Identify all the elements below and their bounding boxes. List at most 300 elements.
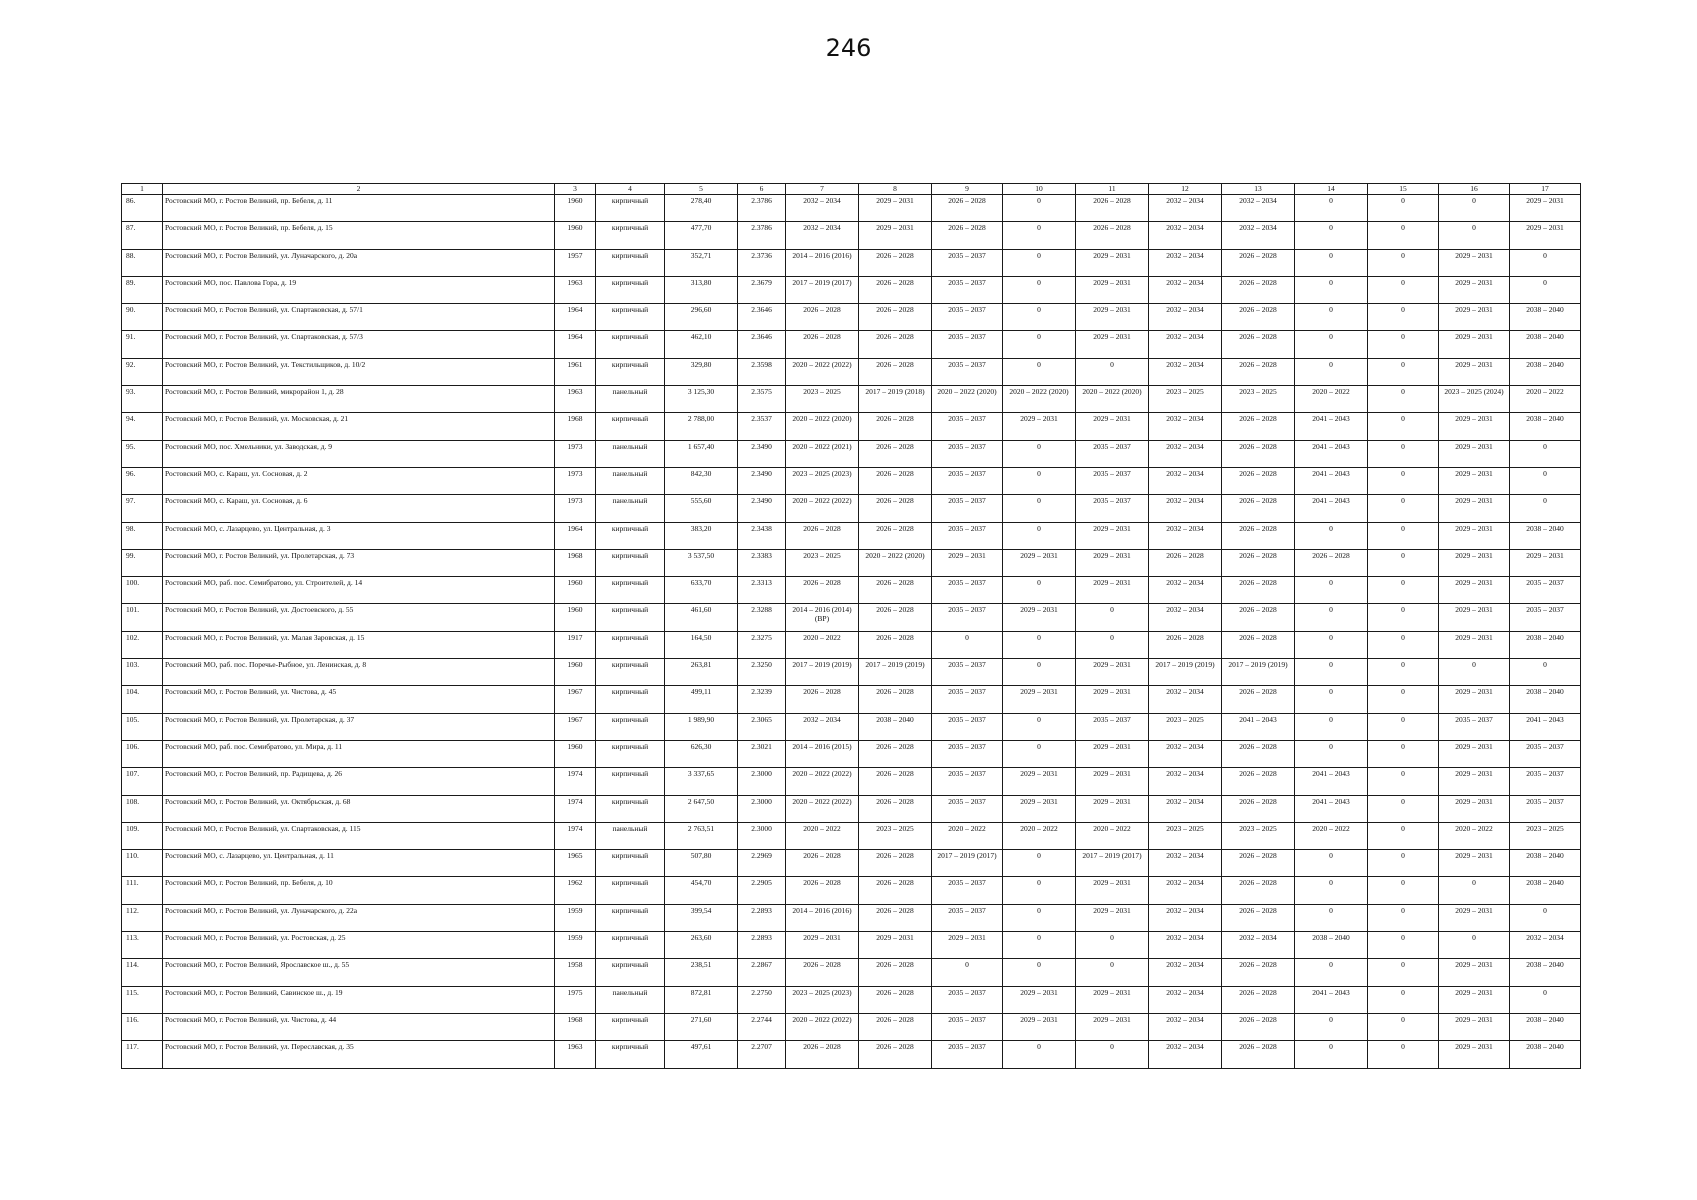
table-cell-col-17: 2038 – 2040 — [1510, 331, 1581, 358]
table-cell-col-10: 2029 – 2031 — [1003, 768, 1076, 795]
table-cell-col-3: 1963 — [555, 1041, 596, 1068]
table-cell-col-17: 2035 – 2037 — [1510, 577, 1581, 604]
table-cell-col-9: 2035 – 2037 — [932, 768, 1003, 795]
table-cell-col-8: 2026 – 2028 — [859, 768, 932, 795]
table-cell-col-13: 2026 – 2028 — [1222, 440, 1295, 467]
table-cell-col-6: 2.3490 — [738, 495, 786, 522]
table-cell-col-16: 0 — [1439, 659, 1510, 686]
table-cell-col-6: 2.3000 — [738, 768, 786, 795]
table-row — [122, 413, 1581, 440]
table-cell-col-17: 0 — [1510, 495, 1581, 522]
table-cell-col-2: Ростовский МО, г. Ростов Великий, ул. Текстильщиков, д. 10/2 — [163, 358, 555, 385]
table-cell-col-6: 2.2867 — [738, 959, 786, 986]
table-cell-col-5: 477,70 — [665, 222, 738, 249]
table-cell-col-10: 0 — [1003, 222, 1076, 249]
table-cell-col-1: 100. — [122, 577, 163, 604]
table-cell-col-3: 1967 — [555, 686, 596, 713]
table-cell-col-10: 0 — [1003, 659, 1076, 686]
table-cell-col-5: 507,80 — [665, 850, 738, 877]
column-header-17: 17 — [1510, 184, 1581, 195]
table-cell-col-2: Ростовский МО, с. Караш, ул. Сосновая, д. 6 — [163, 495, 555, 522]
table-row — [122, 577, 1581, 604]
table-cell-col-14: 2038 – 2040 — [1295, 932, 1368, 959]
table-cell-col-15: 0 — [1368, 276, 1439, 303]
table-cell-col-10: 0 — [1003, 467, 1076, 494]
table-cell-col-11: 2026 – 2028 — [1076, 222, 1149, 249]
table-cell-col-11: 0 — [1076, 959, 1149, 986]
table-cell-col-8: 2017 – 2019 (2019) — [859, 659, 932, 686]
table-cell-col-12: 2023 – 2025 — [1149, 822, 1222, 849]
table-cell-col-6: 2.2969 — [738, 850, 786, 877]
table-cell-col-11: 2029 – 2031 — [1076, 986, 1149, 1013]
table-cell-col-12: 2023 – 2025 — [1149, 713, 1222, 740]
table-cell-col-6: 2.3537 — [738, 413, 786, 440]
table-cell-col-7: 2020 – 2022 — [786, 631, 859, 658]
table-cell-col-16: 2029 – 2031 — [1439, 276, 1510, 303]
table-cell-col-17: 2038 – 2040 — [1510, 413, 1581, 440]
table-cell-col-7: 2032 – 2034 — [786, 713, 859, 740]
table-cell-col-5: 271,60 — [665, 1013, 738, 1040]
table-cell-col-10: 0 — [1003, 577, 1076, 604]
table-cell-col-16: 2029 – 2031 — [1439, 604, 1510, 631]
table-cell-col-7: 2014 – 2016 (2014) (ВР) — [786, 604, 859, 631]
table-cell-col-5: 626,30 — [665, 740, 738, 767]
table-cell-col-3: 1964 — [555, 331, 596, 358]
table-cell-col-3: 1957 — [555, 249, 596, 276]
table-cell-col-17: 2038 – 2040 — [1510, 1041, 1581, 1068]
table-cell-col-10: 0 — [1003, 713, 1076, 740]
table-cell-col-12: 2032 – 2034 — [1149, 467, 1222, 494]
table-cell-col-12: 2023 – 2025 — [1149, 386, 1222, 413]
table-cell-col-9: 2035 – 2037 — [932, 604, 1003, 631]
table-cell-col-3: 1959 — [555, 904, 596, 931]
table-cell-col-12: 2032 – 2034 — [1149, 1041, 1222, 1068]
table-cell-col-17: 2041 – 2043 — [1510, 713, 1581, 740]
table-cell-col-13: 2026 – 2028 — [1222, 986, 1295, 1013]
column-header-4: 4 — [596, 184, 665, 195]
table-cell-col-3: 1973 — [555, 467, 596, 494]
table-cell-col-10: 0 — [1003, 522, 1076, 549]
table-cell-col-17: 2038 – 2040 — [1510, 1013, 1581, 1040]
table-cell-col-9: 2020 – 2022 — [932, 822, 1003, 849]
table-cell-col-11: 2029 – 2031 — [1076, 1013, 1149, 1040]
table-cell-col-11: 2029 – 2031 — [1076, 276, 1149, 303]
table-cell-col-14: 2020 – 2022 — [1295, 822, 1368, 849]
table-row — [122, 904, 1581, 931]
table-cell-col-12: 2026 – 2028 — [1149, 549, 1222, 576]
table-cell-col-17: 2035 – 2037 — [1510, 740, 1581, 767]
table-cell-col-9: 2035 – 2037 — [932, 659, 1003, 686]
table-cell-col-10: 0 — [1003, 276, 1076, 303]
table-cell-col-16: 2029 – 2031 — [1439, 986, 1510, 1013]
table-cell-col-9: 2035 – 2037 — [932, 304, 1003, 331]
table-cell-col-6: 2.2893 — [738, 904, 786, 931]
table-cell-col-1: 87. — [122, 222, 163, 249]
table-cell-col-1: 114. — [122, 959, 163, 986]
table-cell-col-6: 2.2750 — [738, 986, 786, 1013]
table-cell-col-5: 2 763,51 — [665, 822, 738, 849]
table-cell-col-4: кирпичный — [596, 522, 665, 549]
table-cell-col-1: 110. — [122, 850, 163, 877]
table-cell-col-12: 2032 – 2034 — [1149, 1013, 1222, 1040]
table-cell-col-1: 93. — [122, 386, 163, 413]
table-cell-col-1: 99. — [122, 549, 163, 576]
table-cell-col-13: 2017 – 2019 (2019) — [1222, 659, 1295, 686]
table-cell-col-17: 0 — [1510, 249, 1581, 276]
table-cell-col-17: 2038 – 2040 — [1510, 686, 1581, 713]
table-row — [122, 604, 1581, 631]
table-cell-col-7: 2020 – 2022 — [786, 822, 859, 849]
table-cell-col-5: 1 989,90 — [665, 713, 738, 740]
table-cell-col-15: 0 — [1368, 932, 1439, 959]
table-cell-col-12: 2032 – 2034 — [1149, 959, 1222, 986]
table-cell-col-5: 462,10 — [665, 331, 738, 358]
table-cell-col-16: 2035 – 2037 — [1439, 713, 1510, 740]
table-cell-col-13: 2026 – 2028 — [1222, 495, 1295, 522]
table-cell-col-3: 1962 — [555, 877, 596, 904]
table-row — [122, 358, 1581, 385]
table-cell-col-11: 2029 – 2031 — [1076, 795, 1149, 822]
column-header-2: 2 — [163, 184, 555, 195]
table-cell-col-16: 2029 – 2031 — [1439, 686, 1510, 713]
table-cell-col-14: 2041 – 2043 — [1295, 440, 1368, 467]
table-cell-col-14: 0 — [1295, 659, 1368, 686]
table-cell-col-17: 2038 – 2040 — [1510, 850, 1581, 877]
table-cell-col-5: 296,60 — [665, 304, 738, 331]
table-cell-col-11: 2026 – 2028 — [1076, 195, 1149, 222]
table-cell-col-4: панельный — [596, 386, 665, 413]
table-cell-col-3: 1963 — [555, 276, 596, 303]
table-cell-col-16: 2029 – 2031 — [1439, 304, 1510, 331]
table-cell-col-15: 0 — [1368, 577, 1439, 604]
table-cell-col-13: 2026 – 2028 — [1222, 549, 1295, 576]
table-cell-col-10: 2029 – 2031 — [1003, 986, 1076, 1013]
table-cell-col-5: 461,60 — [665, 604, 738, 631]
table-cell-col-1: 102. — [122, 631, 163, 658]
table-cell-col-2: Ростовский МО, г. Ростов Великий, пр. Бебеля, д. 11 — [163, 195, 555, 222]
table-cell-col-10: 0 — [1003, 740, 1076, 767]
table-cell-col-14: 2020 – 2022 — [1295, 386, 1368, 413]
table-cell-col-5: 497,61 — [665, 1041, 738, 1068]
table-cell-col-14: 2041 – 2043 — [1295, 495, 1368, 522]
table-cell-col-2: Ростовский МО, г. Ростов Великий, ул. Пролетарская, д. 73 — [163, 549, 555, 576]
table-cell-col-14: 2041 – 2043 — [1295, 768, 1368, 795]
table-cell-col-12: 2032 – 2034 — [1149, 304, 1222, 331]
table-cell-col-13: 2026 – 2028 — [1222, 1041, 1295, 1068]
header-row — [122, 184, 1581, 195]
table-cell-col-5: 278,40 — [665, 195, 738, 222]
table-cell-col-5: 399,54 — [665, 904, 738, 931]
table-cell-col-9: 2026 – 2028 — [932, 222, 1003, 249]
table-cell-col-13: 2026 – 2028 — [1222, 522, 1295, 549]
table-cell-col-13: 2026 – 2028 — [1222, 631, 1295, 658]
table-cell-col-9: 2017 – 2019 (2017) — [932, 850, 1003, 877]
table-cell-col-7: 2017 – 2019 (2017) — [786, 276, 859, 303]
table-cell-col-12: 2032 – 2034 — [1149, 740, 1222, 767]
table-cell-col-17: 2032 – 2034 — [1510, 932, 1581, 959]
table-cell-col-2: Ростовский МО, г. Ростов Великий, пр. Радищева, д. 26 — [163, 768, 555, 795]
table-cell-col-3: 1974 — [555, 822, 596, 849]
table-cell-col-4: панельный — [596, 495, 665, 522]
column-header-15: 15 — [1368, 184, 1439, 195]
table-cell-col-6: 2.3239 — [738, 686, 786, 713]
table-cell-col-9: 2035 – 2037 — [932, 413, 1003, 440]
table-cell-col-7: 2026 – 2028 — [786, 522, 859, 549]
table-cell-col-9: 2035 – 2037 — [932, 331, 1003, 358]
table-cell-col-15: 0 — [1368, 904, 1439, 931]
table-cell-col-8: 2023 – 2025 — [859, 822, 932, 849]
table-cell-col-2: Ростовский МО, с. Лазарцево, ул. Центральная, д. 11 — [163, 850, 555, 877]
table-row — [122, 195, 1581, 222]
table-cell-col-1: 103. — [122, 659, 163, 686]
table-cell-col-10: 2029 – 2031 — [1003, 549, 1076, 576]
table-cell-col-4: кирпичный — [596, 713, 665, 740]
table-cell-col-12: 2032 – 2034 — [1149, 249, 1222, 276]
table-cell-col-7: 2020 – 2022 (2021) — [786, 440, 859, 467]
table-cell-col-17: 0 — [1510, 904, 1581, 931]
table-cell-col-14: 2026 – 2028 — [1295, 549, 1368, 576]
table-cell-col-14: 0 — [1295, 522, 1368, 549]
table-row — [122, 386, 1581, 413]
table-cell-col-7: 2026 – 2028 — [786, 1041, 859, 1068]
table-cell-col-16: 2029 – 2031 — [1439, 331, 1510, 358]
table-cell-col-12: 2032 – 2034 — [1149, 522, 1222, 549]
table-cell-col-9: 2035 – 2037 — [932, 577, 1003, 604]
table-cell-col-7: 2032 – 2034 — [786, 222, 859, 249]
table-cell-col-16: 2029 – 2031 — [1439, 522, 1510, 549]
table-cell-col-12: 2032 – 2034 — [1149, 904, 1222, 931]
table-cell-col-7: 2023 – 2025 — [786, 549, 859, 576]
table-cell-col-14: 0 — [1295, 195, 1368, 222]
table-cell-col-2: Ростовский МО, г. Ростов Великий, пр. Бебеля, д. 10 — [163, 877, 555, 904]
table-cell-col-7: 2020 – 2022 (2022) — [786, 358, 859, 385]
table-cell-col-13: 2026 – 2028 — [1222, 604, 1295, 631]
table-cell-col-6: 2.3288 — [738, 604, 786, 631]
table-cell-col-11: 2029 – 2031 — [1076, 413, 1149, 440]
table-cell-col-8: 2026 – 2028 — [859, 522, 932, 549]
table-cell-col-7: 2026 – 2028 — [786, 331, 859, 358]
table-cell-col-9: 2035 – 2037 — [932, 904, 1003, 931]
table-cell-col-14: 0 — [1295, 577, 1368, 604]
table-cell-col-6: 2.3021 — [738, 740, 786, 767]
table-cell-col-9: 2020 – 2022 (2020) — [932, 386, 1003, 413]
table-cell-col-15: 0 — [1368, 386, 1439, 413]
table-cell-col-1: 90. — [122, 304, 163, 331]
table-cell-col-8: 2026 – 2028 — [859, 904, 932, 931]
table-row — [122, 495, 1581, 522]
table-cell-col-10: 0 — [1003, 249, 1076, 276]
table-cell-col-15: 0 — [1368, 686, 1439, 713]
table-cell-col-13: 2026 – 2028 — [1222, 904, 1295, 931]
table-cell-col-12: 2032 – 2034 — [1149, 795, 1222, 822]
table-cell-col-7: 2026 – 2028 — [786, 304, 859, 331]
table-cell-col-11: 0 — [1076, 932, 1149, 959]
table-cell-col-6: 2.3598 — [738, 358, 786, 385]
table-cell-col-16: 2029 – 2031 — [1439, 795, 1510, 822]
table-cell-col-8: 2026 – 2028 — [859, 850, 932, 877]
table-cell-col-13: 2023 – 2025 — [1222, 822, 1295, 849]
table-cell-col-10: 2029 – 2031 — [1003, 604, 1076, 631]
table-cell-col-5: 872,81 — [665, 986, 738, 1013]
table-cell-col-7: 2023 – 2025 (2023) — [786, 986, 859, 1013]
column-header-7: 7 — [786, 184, 859, 195]
table-cell-col-1: 104. — [122, 686, 163, 713]
table-cell-col-9: 2035 – 2037 — [932, 986, 1003, 1013]
table-cell-col-13: 2026 – 2028 — [1222, 850, 1295, 877]
table-cell-col-4: кирпичный — [596, 276, 665, 303]
table-cell-col-7: 2023 – 2025 — [786, 386, 859, 413]
table-cell-col-5: 3 125,30 — [665, 386, 738, 413]
table-cell-col-1: 115. — [122, 986, 163, 1013]
table-cell-col-10: 0 — [1003, 850, 1076, 877]
table-cell-col-10: 2020 – 2022 (2020) — [1003, 386, 1076, 413]
table-cell-col-17: 2020 – 2022 — [1510, 386, 1581, 413]
table-cell-col-3: 1963 — [555, 386, 596, 413]
table-cell-col-17: 2038 – 2040 — [1510, 522, 1581, 549]
table-cell-col-7: 2026 – 2028 — [786, 959, 859, 986]
table-cell-col-12: 2026 – 2028 — [1149, 631, 1222, 658]
table-cell-col-6: 2.3736 — [738, 249, 786, 276]
table-cell-col-9: 2035 – 2037 — [932, 276, 1003, 303]
table-cell-col-13: 2026 – 2028 — [1222, 877, 1295, 904]
table-cell-col-12: 2032 – 2034 — [1149, 495, 1222, 522]
table-cell-col-8: 2026 – 2028 — [859, 631, 932, 658]
table-cell-col-10: 0 — [1003, 904, 1076, 931]
table-cell-col-10: 0 — [1003, 358, 1076, 385]
table-cell-col-10: 0 — [1003, 195, 1076, 222]
table-row — [122, 331, 1581, 358]
table-cell-col-8: 2029 – 2031 — [859, 932, 932, 959]
table-cell-col-9: 2035 – 2037 — [932, 740, 1003, 767]
table-cell-col-9: 2035 – 2037 — [932, 495, 1003, 522]
table-cell-col-9: 2035 – 2037 — [932, 467, 1003, 494]
table-cell-col-15: 0 — [1368, 495, 1439, 522]
table-cell-col-2: Ростовский МО, г. Ростов Великий, ул. Луначарского, д. 20а — [163, 249, 555, 276]
table-cell-col-8: 2026 – 2028 — [859, 604, 932, 631]
table-cell-col-5: 383,20 — [665, 522, 738, 549]
table-cell-col-16: 2029 – 2031 — [1439, 249, 1510, 276]
table-cell-col-7: 2020 – 2022 (2022) — [786, 1013, 859, 1040]
table-row — [122, 932, 1581, 959]
table-row — [122, 822, 1581, 849]
table-cell-col-1: 86. — [122, 195, 163, 222]
table-cell-col-16: 2029 – 2031 — [1439, 768, 1510, 795]
table-row — [122, 1013, 1581, 1040]
table-cell-col-17: 2023 – 2025 — [1510, 822, 1581, 849]
table-cell-col-8: 2026 – 2028 — [859, 686, 932, 713]
table-cell-col-10: 2029 – 2031 — [1003, 686, 1076, 713]
table-cell-col-1: 112. — [122, 904, 163, 931]
table-cell-col-16: 2029 – 2031 — [1439, 440, 1510, 467]
table-cell-col-7: 2020 – 2022 (2020) — [786, 413, 859, 440]
table-cell-col-2: Ростовский МО, г. Ростов Великий, микрорайон 1, д. 28 — [163, 386, 555, 413]
table-cell-col-13: 2032 – 2034 — [1222, 222, 1295, 249]
table-cell-col-16: 2029 – 2031 — [1439, 850, 1510, 877]
table-cell-col-16: 2029 – 2031 — [1439, 549, 1510, 576]
table-cell-col-13: 2026 – 2028 — [1222, 795, 1295, 822]
table-cell-col-10: 2029 – 2031 — [1003, 795, 1076, 822]
table-cell-col-3: 1960 — [555, 604, 596, 631]
table-cell-col-3: 1964 — [555, 304, 596, 331]
table-cell-col-4: кирпичный — [596, 686, 665, 713]
table-cell-col-8: 2029 – 2031 — [859, 195, 932, 222]
table-cell-col-2: Ростовский МО, г. Ростов Великий, ул. Спартаковская, д. 115 — [163, 822, 555, 849]
table-cell-col-12: 2017 – 2019 (2019) — [1149, 659, 1222, 686]
table-cell-col-11: 2029 – 2031 — [1076, 304, 1149, 331]
table-cell-col-5: 454,70 — [665, 877, 738, 904]
table-cell-col-4: панельный — [596, 986, 665, 1013]
table-cell-col-2: Ростовский МО, г. Ростов Великий, Савинское ш., д. 19 — [163, 986, 555, 1013]
table-cell-col-10: 0 — [1003, 1041, 1076, 1068]
table-cell-col-1: 106. — [122, 740, 163, 767]
table-cell-col-4: панельный — [596, 822, 665, 849]
table-cell-col-10: 0 — [1003, 495, 1076, 522]
column-header-3: 3 — [555, 184, 596, 195]
table-cell-col-12: 2032 – 2034 — [1149, 358, 1222, 385]
table-cell-col-2: Ростовский МО, г. Ростов Великий, ул. Малая Заровская, д. 15 — [163, 631, 555, 658]
table-cell-col-15: 0 — [1368, 740, 1439, 767]
table-cell-col-13: 2026 – 2028 — [1222, 249, 1295, 276]
table-cell-col-1: 109. — [122, 822, 163, 849]
table-cell-col-15: 0 — [1368, 850, 1439, 877]
table-cell-col-15: 0 — [1368, 1013, 1439, 1040]
table-cell-col-5: 3 537,50 — [665, 549, 738, 576]
table-cell-col-15: 0 — [1368, 659, 1439, 686]
table-cell-col-5: 842,30 — [665, 467, 738, 494]
table-cell-col-8: 2026 – 2028 — [859, 358, 932, 385]
table-cell-col-6: 2.3679 — [738, 276, 786, 303]
table-cell-col-15: 0 — [1368, 331, 1439, 358]
table-cell-col-8: 2026 – 2028 — [859, 249, 932, 276]
table-cell-col-6: 2.3646 — [738, 331, 786, 358]
table-cell-col-11: 2029 – 2031 — [1076, 659, 1149, 686]
table-cell-col-17: 2038 – 2040 — [1510, 358, 1581, 385]
table-cell-col-11: 2035 – 2037 — [1076, 440, 1149, 467]
table-cell-col-14: 2041 – 2043 — [1295, 986, 1368, 1013]
table-cell-col-15: 0 — [1368, 768, 1439, 795]
table-cell-col-1: 105. — [122, 713, 163, 740]
table-cell-col-1: 107. — [122, 768, 163, 795]
table-cell-col-3: 1974 — [555, 768, 596, 795]
column-header-12: 12 — [1149, 184, 1222, 195]
table-cell-col-7: 2020 – 2022 (2022) — [786, 768, 859, 795]
table-cell-col-8: 2026 – 2028 — [859, 413, 932, 440]
table-cell-col-16: 2023 – 2025 (2024) — [1439, 386, 1510, 413]
table-cell-col-1: 92. — [122, 358, 163, 385]
table-cell-col-15: 0 — [1368, 549, 1439, 576]
table-cell-col-10: 2020 – 2022 — [1003, 822, 1076, 849]
table-cell-col-11: 2035 – 2037 — [1076, 495, 1149, 522]
table-cell-col-13: 2032 – 2034 — [1222, 195, 1295, 222]
table-cell-col-4: кирпичный — [596, 604, 665, 631]
table-cell-col-4: кирпичный — [596, 358, 665, 385]
table-cell-col-17: 2038 – 2040 — [1510, 631, 1581, 658]
table-cell-col-13: 2026 – 2028 — [1222, 331, 1295, 358]
table-row — [122, 686, 1581, 713]
table-cell-col-1: 111. — [122, 877, 163, 904]
table-row — [122, 1041, 1581, 1068]
table-cell-col-5: 3 337,65 — [665, 768, 738, 795]
column-header-13: 13 — [1222, 184, 1295, 195]
table-cell-col-6: 2.2893 — [738, 932, 786, 959]
table-cell-col-10: 2029 – 2031 — [1003, 413, 1076, 440]
table-cell-col-3: 1973 — [555, 495, 596, 522]
table-cell-col-14: 0 — [1295, 904, 1368, 931]
table-cell-col-17: 2035 – 2037 — [1510, 795, 1581, 822]
table-cell-col-4: кирпичный — [596, 795, 665, 822]
table-cell-col-16: 2029 – 2031 — [1439, 959, 1510, 986]
table-cell-col-9: 2035 – 2037 — [932, 440, 1003, 467]
